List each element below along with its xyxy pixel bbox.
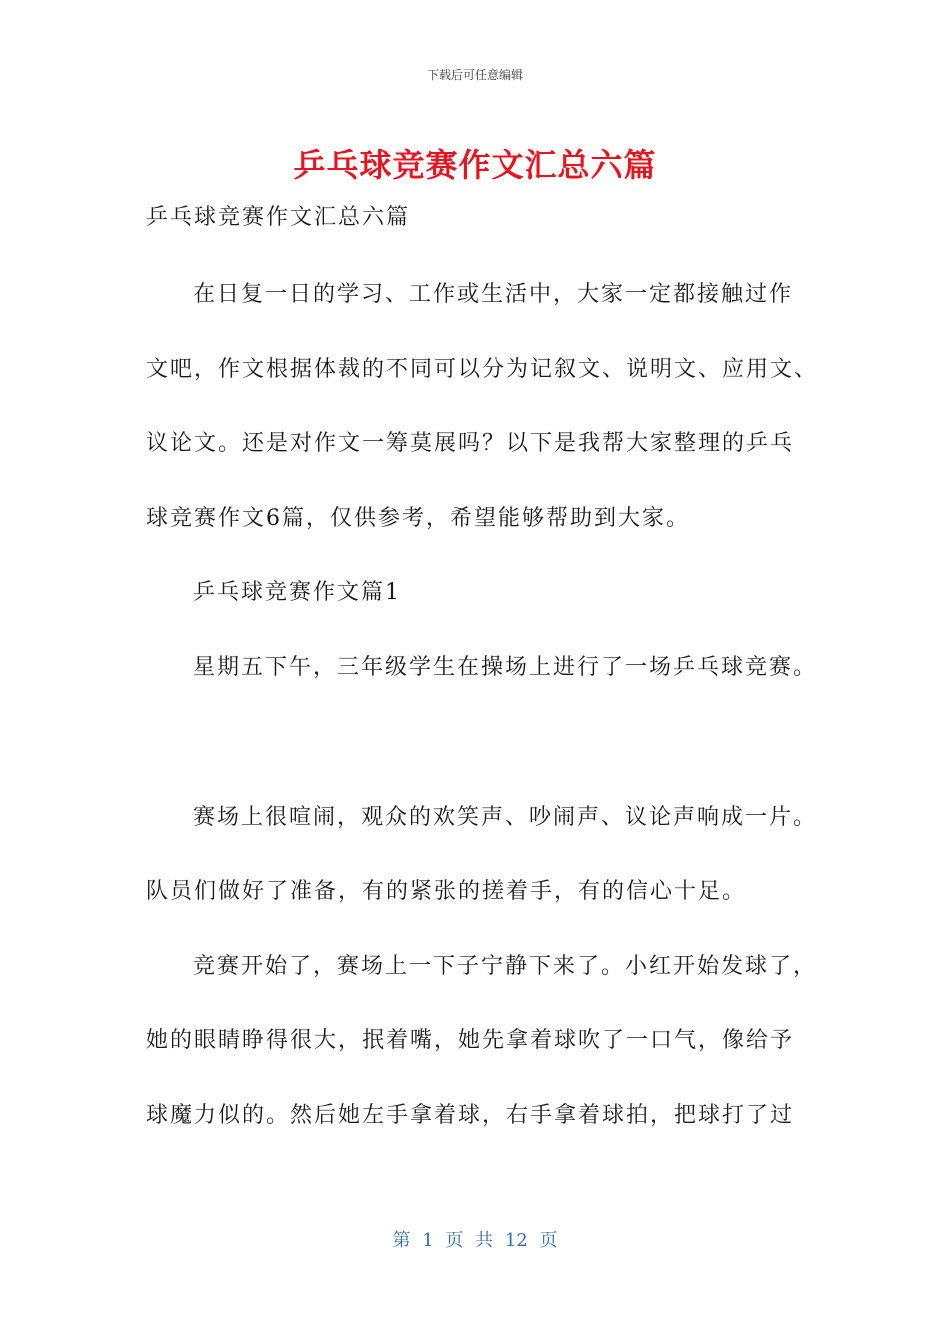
document-title: 乒乓球竞赛作文汇总六篇 xyxy=(293,146,657,184)
paragraph-line: 队员们做好了准备，有的紧张的搓着手，有的信心十足。 xyxy=(146,879,747,904)
paragraph-line: 在日复一日的学习、工作或生活中，大家一定都接触过作 xyxy=(193,282,794,307)
header-note: 下载后可任意编辑 xyxy=(426,68,523,82)
paragraph-line: 竞赛开始了，赛场上一下子宁静下来了。小红开始发球了， xyxy=(193,954,818,979)
paragraph-line: 星期五下午，三年级学生在操场上进行了一场乒乓球竞赛。 xyxy=(193,655,818,680)
paragraph-line: 文吧，作文根据体裁的不同可以分为记叙文、说明文、应用文、 xyxy=(146,357,819,382)
paragraph-line: 球魔力似的。然后她左手拿着球，右手拿着球拍，把球打了过 xyxy=(146,1103,795,1128)
paragraph-line: 球竞赛作文6篇，仅供参考，希望能够帮助到大家。 xyxy=(146,506,690,531)
paragraph-line: 她的眼睛睁得很大，抿着嘴，她先拿着球吹了一口气，像给予 xyxy=(146,1028,795,1053)
paragraph-line: 赛场上很喧闹，观众的欢笑声、吵闹声、议论声响成一片。 xyxy=(193,805,818,830)
paragraph-line: 议论文。还是对作文一筹莫展吗？以下是我帮大家整理的乒乓 xyxy=(146,431,795,456)
subtitle-line: 乒乓球竞赛作文汇总六篇 xyxy=(146,205,411,230)
page-footer: 第 1 页 共 12 页 xyxy=(392,1230,558,1251)
section-heading: 乒乓球竞赛作文篇1 xyxy=(193,580,401,605)
